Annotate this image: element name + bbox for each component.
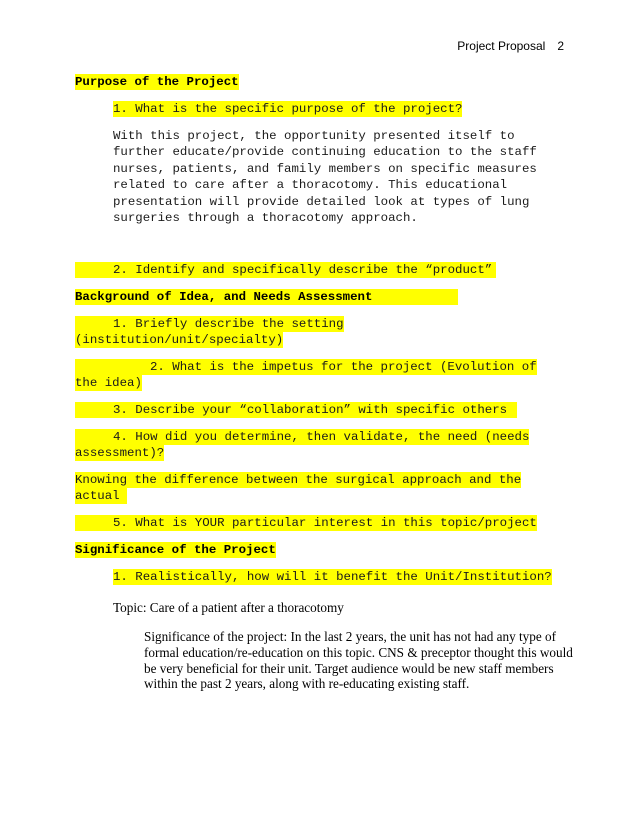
section-heading-significance: Significance of the Project	[75, 543, 276, 557]
section-heading-purpose: Purpose of the Project	[75, 75, 239, 89]
question-background-4-cont: assessment)?	[75, 446, 165, 460]
answer-line: surgeries through a thoracotomy approach.	[113, 211, 418, 226]
question-purpose-2: 2. Identify and specifically describe the “product”	[75, 262, 496, 278]
question-background-3: 3. Describe your “collaboration” with specific others	[75, 402, 517, 418]
question-background-2: 2. What is the impetus for the project (Evolution of	[75, 359, 537, 375]
significance-line: be very beneficial for their unit. Target audience would be new staff members	[144, 660, 554, 676]
answer-line: presentation will provide detailed look at types of lung	[113, 194, 530, 209]
significance-line: Significance of the project: In the last 2 years, the unit has not had any type of	[144, 629, 556, 644]
answer-line: nurses, patients, and family members on specific measures	[113, 161, 537, 176]
answer-line: further educate/provide continuing education to the staff	[113, 145, 537, 160]
question-background-4: 4. How did you determine, then validate, the need (needs	[75, 429, 529, 445]
question-background-5: 5. What is YOUR particular interest in this topic/project	[75, 515, 537, 531]
section-heading-background: Background of Idea, and Needs Assessment	[75, 289, 458, 305]
answer-purpose-1	[113, 128, 537, 226]
answer-line: related to care after a thoracotomy. This educational	[113, 178, 508, 193]
question-background-2-cont: the idea)	[75, 376, 142, 390]
question-background-1-cont: (institution/unit/specialty)	[75, 333, 284, 347]
header-title: Project Proposal	[457, 39, 546, 53]
question-purpose-1: 1. What is the specific purpose of the project?	[113, 102, 463, 116]
page-number: 2	[557, 39, 564, 53]
running-header	[457, 39, 564, 53]
question-significance-1: 1. Realistically, how will it benefit the Unit/Institution?	[113, 570, 552, 584]
significance-line: within the past 2 years, along with re-educating existing staff.	[144, 676, 470, 692]
topic-line: Topic: Care of a patient after a thoracotomy	[113, 600, 344, 615]
answer-background-4: Knowing the difference between the surgical approach and the	[75, 473, 522, 487]
significance-line: formal education/re-education on this topic. CNS & preceptor thought this would	[144, 644, 573, 660]
significance-paragraph	[144, 629, 573, 692]
question-background-1: 1. Briefly describe the setting	[75, 316, 344, 332]
answer-line: With this project, the opportunity presented itself to	[113, 129, 515, 143]
answer-background-4-cont: actual	[75, 488, 127, 504]
